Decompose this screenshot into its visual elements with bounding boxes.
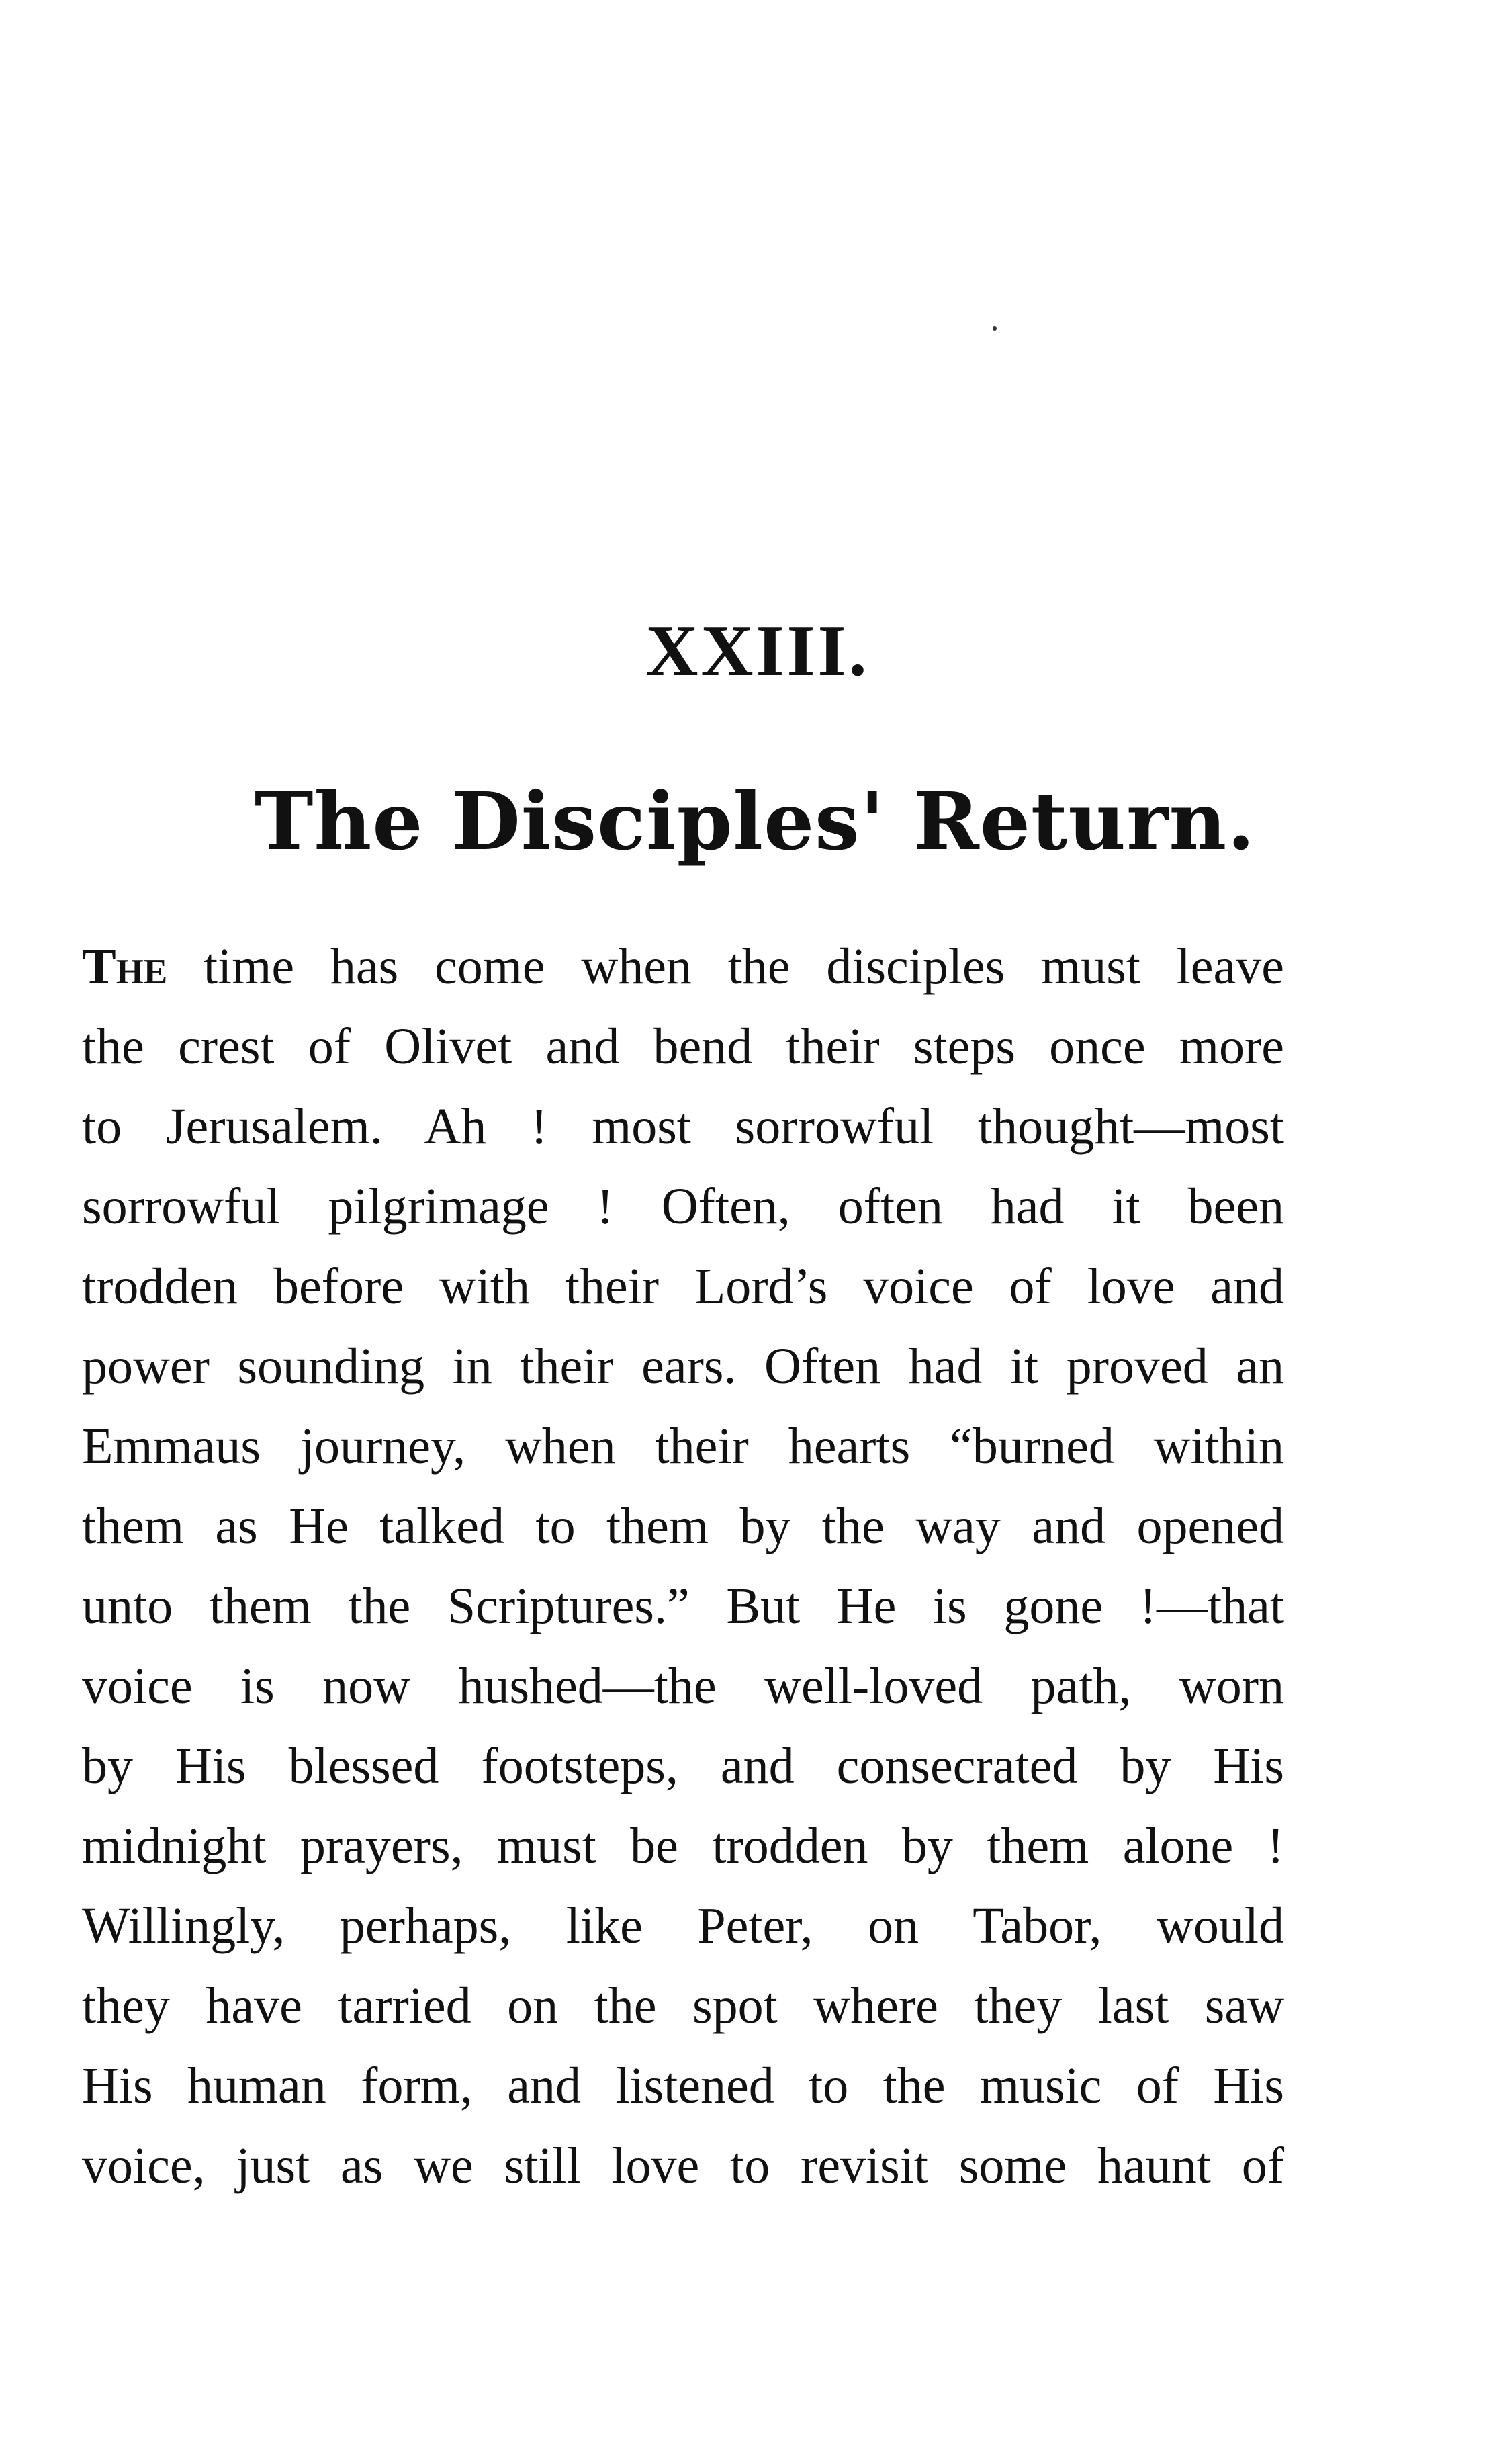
chapter-title: The Disciples' Return.	[254, 775, 1256, 868]
text-line-12: midnight prayers, must be trodden by them alone !	[82, 1818, 1284, 1874]
text-line-14: they have tarried on the spot where they last saw	[82, 1978, 1284, 2034]
text-line-8: them as He talked to them by the way and opened	[82, 1498, 1284, 1554]
ink-speck	[993, 326, 997, 331]
text-line-9: unto them the Scriptures.” But He is gone !—that	[82, 1578, 1284, 1634]
text-line-15: His human form, and listened to the music of His	[82, 2058, 1284, 2114]
text-line-5: trodden before with their Lord’s voice of love and	[82, 1258, 1284, 1315]
text-line-13: Willingly, perhaps, like Peter, on Tabor, would	[82, 1898, 1284, 1954]
text-line-10: voice is now hushed—the well-loved path, worn	[82, 1658, 1284, 1714]
lead-word: The	[82, 938, 168, 995]
text-line-6: power sounding in their ears. Often had it proved an	[82, 1338, 1284, 1395]
text-line-1	[82, 927, 1284, 1007]
text-line-2: the crest of Olivet and bend their steps once more	[82, 1018, 1284, 1075]
text-line-11: by His blessed footsteps, and consecrated by His	[82, 1738, 1284, 1794]
text-line-3: to Jerusalem. Ah ! most sorrowful thought—most	[82, 1098, 1284, 1155]
text-line-7: Emmaus journey, when their hearts “burned within	[82, 1418, 1284, 1475]
text-line-4: sorrowful pilgrimage ! Often, often had it been	[82, 1178, 1284, 1235]
line-text: time has come when the disciples must leave	[167, 938, 1284, 995]
chapter-number: XXIII.	[645, 611, 870, 691]
text-line-16: voice, just as we still love to revisit some haunt of	[82, 2138, 1284, 2194]
body-text	[82, 927, 1284, 2206]
